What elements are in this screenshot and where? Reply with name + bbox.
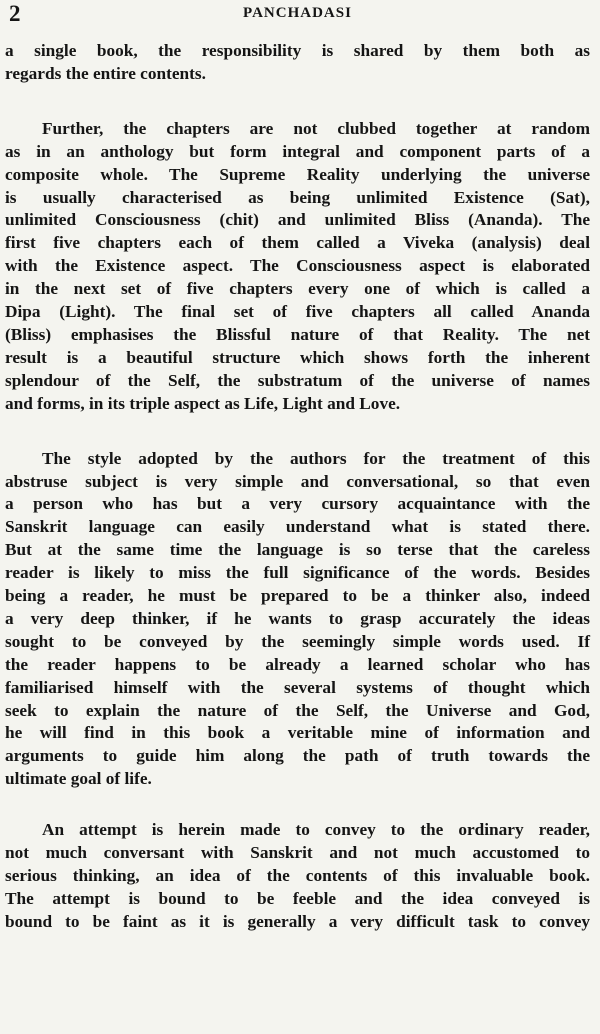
paragraph-line: abstruse subject is very simple and conversational, so that even bbox=[5, 471, 590, 491]
paragraph-line: Dipa (Light). The final set of five chapters all called Ananda bbox=[5, 302, 590, 322]
paragraph-line: is usually characterised as being unlimited Existence (Sat), bbox=[5, 187, 590, 207]
paragraph-line: The style adopted by the authors for the treatment of this bbox=[42, 448, 590, 468]
paragraph-line: Further, the chapters are not clubbed together at random bbox=[42, 118, 590, 138]
paragraph-line: being a reader, he must be prepared to be a thinker also, indeed bbox=[5, 586, 590, 606]
paragraph-line: a very deep thinker, if he wants to grasp accurately the ideas bbox=[5, 608, 590, 628]
running-head: PANCHADASI bbox=[243, 5, 352, 21]
paragraph-line: not much conversant with Sanskrit and not much accustomed to bbox=[5, 843, 590, 863]
paragraph-line: But at the same time the language is so terse that the careless bbox=[5, 540, 590, 560]
paragraph-line: and forms, in its triple aspect as Life, Light and Love. bbox=[5, 393, 401, 413]
paragraph-line: a single book, the responsibility is shared by them both as bbox=[5, 41, 590, 60]
paragraph-line: sought to be conveyed by the seemingly simple words used. If bbox=[5, 631, 590, 651]
paragraph-line: bound to be faint as it is generally a very difficult task to convey bbox=[5, 911, 590, 931]
paragraph-line: An attempt is herein made to convey to the ordinary reader, bbox=[42, 820, 590, 840]
paragraph-line: serious thinking, an idea of the contents of this invaluable book. bbox=[5, 866, 590, 885]
paragraph-4 bbox=[5, 819, 590, 934]
paragraph-line: composite whole. The Supreme Reality underlying the universe bbox=[5, 164, 590, 184]
paragraph-line: (Bliss) emphasises the Blissful nature of that Reality. The net bbox=[5, 324, 590, 344]
paragraph-line: regards the entire contents. bbox=[5, 63, 206, 83]
paragraph-line: in the next set of five chapters every one of which is called a bbox=[5, 279, 590, 299]
paragraph-line: with the Existence aspect. The Consciousness aspect is elaborated bbox=[5, 256, 590, 276]
paragraph-line: result is a beautiful structure which shows forth the inherent bbox=[5, 347, 590, 367]
paragraph-line: arguments to guide him along the path of truth towards the bbox=[5, 746, 590, 766]
paragraph-line: ultimate goal of life. bbox=[5, 769, 152, 789]
paragraph-line: seek to explain the nature of the Self, the Universe and God, bbox=[5, 700, 590, 720]
paragraph-line: he will find in this book a veritable mine of information and bbox=[5, 723, 590, 743]
page-number: 2 bbox=[9, 1, 21, 26]
paragraph-2 bbox=[5, 118, 590, 416]
paragraph-3 bbox=[5, 448, 590, 792]
paragraph-line: splendour of the Self, the substratum of the universe of names bbox=[5, 370, 590, 390]
paragraph-line: familiarised himself with the several systems of thought which bbox=[5, 677, 590, 697]
paragraph-line: reader is likely to miss the full significance of the words. Besides bbox=[5, 563, 590, 583]
paragraph-line: The attempt is bound to be feeble and the idea conveyed is bbox=[5, 888, 590, 908]
paragraph-line: first five chapters each of them called a Viveka (analysis) deal bbox=[5, 233, 590, 253]
paragraph-line: a person who has but a very cursory acquaintance with the bbox=[5, 494, 590, 514]
paragraph-1 bbox=[5, 40, 590, 86]
paragraph-line: Sanskrit language can easily understand what is stated there. bbox=[5, 517, 590, 537]
paragraph-line: the reader happens to be already a learned scholar who has bbox=[5, 654, 590, 674]
paragraph-line: as in an anthology but form integral and component parts of a bbox=[5, 141, 590, 161]
page-header bbox=[5, 0, 590, 40]
paragraph-line: unlimited Consciousness (chit) and unlimited Bliss (Ananda). The bbox=[5, 210, 590, 230]
